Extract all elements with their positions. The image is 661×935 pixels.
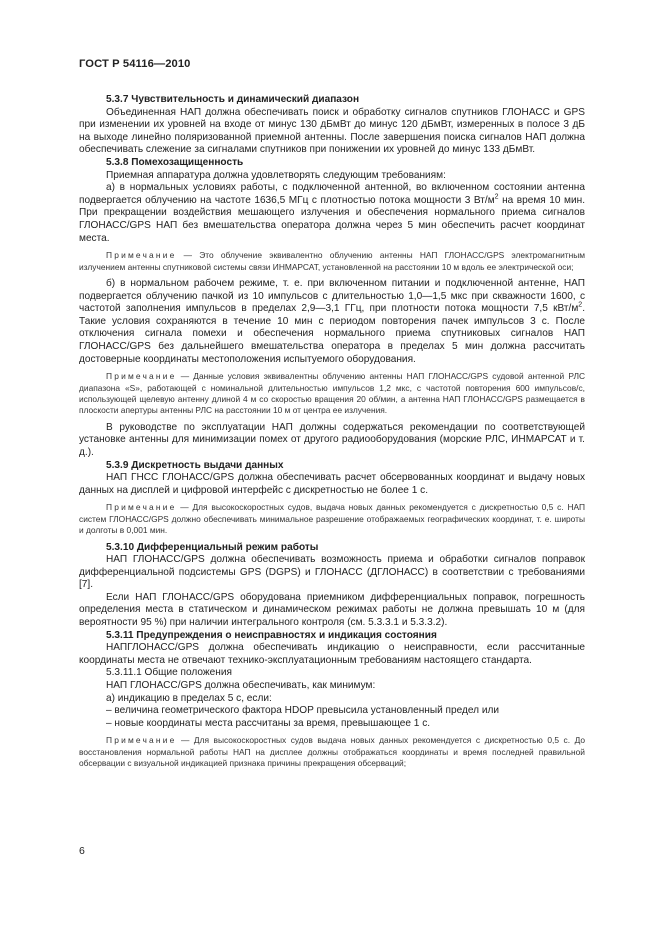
note: Примечание — Это облучение эквивалентно облучению антенны НАП ГЛОНАСС/GPS электромагнитным излучением антенны спутниковой системы связи ИНМАРСАТ, установленной на расстоянии 10 м вдоль ее электрической оси; bbox=[79, 250, 585, 272]
document-body bbox=[79, 94, 585, 770]
list-item-a: а) индикацию в пределах 5 с, если: bbox=[106, 692, 272, 704]
paragraph: НАП ГНСС ГЛОНАСС/GPS должна обеспечивать расчет обсервованных координат и выдачу новых данных на дисплей и цифровой интерфейс с дискретностью не более 1 с. bbox=[79, 472, 585, 496]
section-title-5-3-8: 5.3.8 Помехозащищенность bbox=[106, 156, 244, 168]
page-number: 6 bbox=[79, 845, 85, 857]
paragraph: В руководстве по эксплуатации НАП должны содержаться рекомендации по соответствующей установке антенны для минимизации помех от другого радиооборудования (морские РЛС, ИНМАРСАТ и т. д.). bbox=[79, 421, 585, 458]
section-title-5-3-7: 5.3.7 Чувствительность и динамический диапазон bbox=[106, 94, 360, 105]
paragraph: Объединенная НАП должна обеспечивать поиск и обработку сигналов спутников ГЛОНАСС и GPS при изменении их уровней на входе от минус 130 дБмВт до минус 120 дБмВт, измеренных в полосе 3 дБ на выходе линейно поляризованной приемной антенны. После завершения поиска сигналов НАП должна обеспечивать слежение за сигналами спутников при понижении их уровней до минус 133 дБмВт. bbox=[79, 106, 585, 156]
section-title-5-3-11: 5.3.11 Предупреждения о неисправностях и индикация состояния bbox=[106, 629, 437, 641]
dash-item: – величина геометрического фактора HDOP превысила установленный предел или bbox=[106, 705, 500, 717]
paragraph: Приемная аппаратура должна удовлетворять следующим требованиям: bbox=[106, 169, 446, 181]
dash-item: – новые координаты места рассчитаны за время, превышающее 1 с. bbox=[106, 717, 431, 729]
standard-header: ГОСТ Р 54116—2010 bbox=[79, 58, 191, 70]
paragraph: НАПГЛОНАСС/GPS должна обеспечивать индикацию о неисправности, если рассчитанные координаты места не отвечают технико-эксплуатационным требованиям настоящего стандарта. bbox=[79, 642, 585, 666]
list-item-a: а) в нормальных условиях работы, с подключенной антенной, во включенном состоянии антенна подвергается облучению на частоте 1636,5 МГц с плотностью потока мощности 3 $Вт/м^2$ на время 10 мин. При прекращении воздействия мешающего излучения и обеспечения нормального приема сигналов ГЛОНАСС/GPS НАП без вмешательства оператора должна через 5 мин обеспечить расчет координат места. bbox=[79, 182, 585, 244]
subsection-title-5-3-11-1: 5.3.11.1 Общие положения bbox=[106, 667, 232, 679]
note: Примечание — Данные условия эквивалентны облучению антенны НАП ГЛОНАСС/GPS судовой антенной РЛС диапазона «S», работающей с номинальной длительностью импульсов 1,2 мкс, с частотой повторения 600 импульсов/с, использующей щелевую антенну длиной 4 м со скоростью вращения 20 об/мин, а антенна НАП ГЛОНАСС/GPS размещается в плоскости апертуры антенны РЛС на расстоянии 10 м от центра ее излучения. bbox=[79, 371, 585, 416]
paragraph: НАП ГЛОНАСС/GPS должна обеспечивать, как минимум: bbox=[106, 680, 376, 692]
section-title-5-3-10: 5.3.10 Дифференциальный режим работы bbox=[106, 541, 319, 553]
paragraph: НАП ГЛОНАСС/GPS должна обеспечивать возможность приема и обработки сигналов поправок дифференциальной подсистемы GPS (DGPS) и ГЛОНАСС (ДГЛОНАСС) в соответствии с требованиями [7]. bbox=[79, 554, 585, 591]
note: Примечание — Для высокоскоростных судов выдача новых данных рекомендуется с дискретностью 0,5 с. До восстановления нормальной работы НАП на дисплее должны отображаться координаты и время последней правильной обсервации с визуальной индикацией признака причины прекращения обсерваций; bbox=[79, 735, 585, 769]
note: Примечание — Для высокоскоростных судов, выдача новых данных рекомендуется с дискретностью 0,5 с. НАП систем ГЛОНАСС/GPS должно обеспечивать минимальное разрешение отображаемых географических координат, т. е. широты и долготы в 0,001 мин. bbox=[79, 502, 585, 536]
paragraph: Если НАП ГЛОНАСС/GPS оборудована приемником дифференциальных поправок, погрешность определения места в статическом и динамическом режимах работы не должна превышать 10 м (для вероятности 95 %) при наличии интегрального контроля (см. 5.3.3.1 и 5.3.3.2). bbox=[79, 591, 585, 629]
section-title-5-3-9: 5.3.9 Дискретность выдачи данных bbox=[106, 459, 284, 471]
list-item-b: б) в нормальном рабочем режиме, т. е. при включенном питании и подключенной антенне, НАП подвергается облучению пачкой из 10 импульсов с длительностью 1,0—1,5 мкс при скважности 1600, с частотой заполнения импульсов в пределах 2,9—3,1 ГГц, при плотности потока мощности 7,5 кВт/$м^2$. Такие условия сохраняются в течение 10 мин с периодом повторения пачек импульсов 3 с. После отключения сигнала помехи и обеспечения нормального приема спутниковых сигналов НАП ГЛОНАСС/GPS без дальнейшего вмешательства оператора в пределах 5 мин должна рассчитать достоверные координаты местоположения испытуемого оборудования. bbox=[79, 277, 585, 365]
